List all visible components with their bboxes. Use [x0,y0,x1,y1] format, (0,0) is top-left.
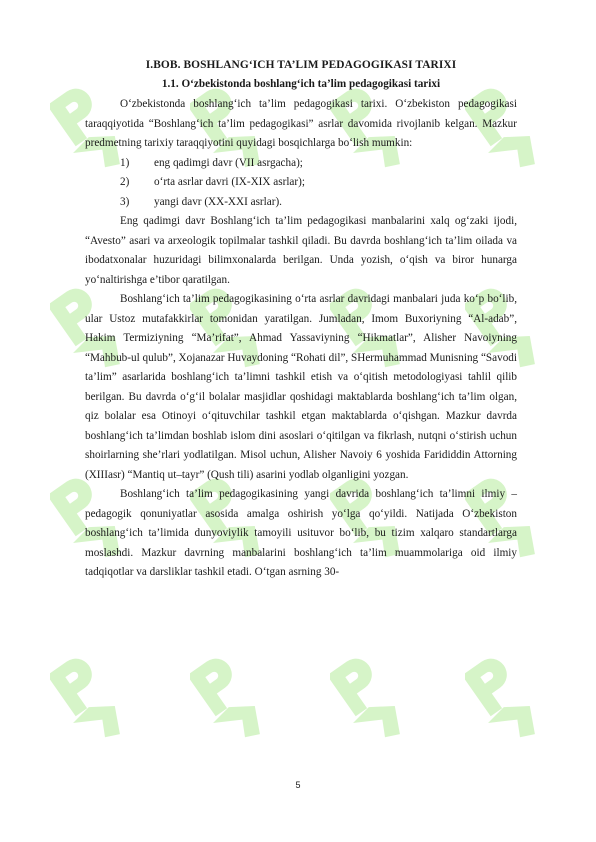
list-item [85,173,517,193]
list-item-text: yangi davr (XX-XXI asrlar). [154,195,282,208]
pdf-logo-watermark-icon [465,648,535,753]
list-item-text: eng qadimgi davr (VII asrgacha); [154,156,303,169]
list-item-number: 1) [120,156,130,169]
section-title: 1.1. O‘zbekistonda boshlang‘ich ta’lim pedagogikasi tarixi [161,78,441,90]
list-item-text: o‘rta asrlar davri (IX-XIX asrlar); [154,176,305,188]
page-number: 5 [295,780,301,790]
pdf-logo-watermark-icon [50,648,120,753]
page-content [85,56,517,583]
list-item [85,193,517,213]
paragraph-new-period: Boshlang‘ich ta’lim pedagogikasining yangi davrida boshlang‘ich ta’limni ilmiy – pedagogik qonuniyatlar asosida amalga oshirish yo‘lga qo‘yildi. Natijada O‘zbekiston boshlang‘ich ta’limida dunyoviylik tamoyili usituvor bo‘lib, bu tizim xalqaro standartlarga moslashdi. Mazkur davrning manbalarini boshlang‘ich ta’lim muammolariga oid ilmiy tadqiqotlar va darsliklar tashkil etadi. O‘tgan asrning 30- [85,488,517,578]
pdf-logo-watermark-icon [190,648,260,753]
list-item [85,154,517,174]
paragraph-ancient-period: Eng qadimgi davr Boshlang‘ich ta’lim pedagogikasi manbalarini xalq og‘zaki ijodi, “Avesto” asari va arxeologik topilmalar tashkil qiladi. Bu davrda boshlang‘ich ta’lim oilada va ibodatxonalar huzuridagi bilimxonalarda berilgan. Unda yozish, o‘qish va biror hunarga yo‘naltirishga e’tibor qaratilgan. [85,215,517,286]
list-item-number: 3) [120,195,130,208]
periods-list [85,154,517,213]
chapter-title: I.BOB. BOSHLANG‘ICH TA’LIM PEDAGOGIKASI TARIXI [145,59,457,71]
list-item-number: 2) [120,176,130,188]
intro-paragraph: O‘zbekistonda boshlang‘ich ta’lim pedagogikasi tarixi. O‘zbekiston pedagogikasi taraqqiyotida “Boshlang‘ich ta’lim pedagogikasi” asrlar davomida rivojlanib kelgan. Mazkur predmetning tarixiy taraqqiyotini quyidagi bosqichlarga bo‘lish mumkin: [85,98,517,149]
pdf-logo-watermark-icon [330,648,400,753]
paragraph-middle-ages: Boshlang‘ich ta’lim pedagogikasining o‘rta asrlar davridagi manbalari juda ko‘p bo‘lib, ular Ustoz mutafakkirlar tomonidan yaratilgan. Jumladan, Imom Buxoriyning “Al-adab”, Hakim Termiziyning “Ma’rifat”, Ahmad Yassaviyning “Hikmatlar”, Alisher Navoiyning “Mahbub-ul qulub”, Xojanazar Huvaydoning “Rohati dil”, SHermuhammad Munisning “Savodi ta’lim” asarlarida boshlang‘ich ta’limni tashkil etish va o‘qitish metodologiyasi tahlil qilib berilgan. Bu davrda o‘g‘il bolalar masjidlar qoshidagi maktablarda boshlang‘ich ta’lim olgan, qiz bolalar esa Otinoyi o‘qituvchilar tashkil etgan maktablarda o‘qishgan. Mazkur davrda boshlang‘ich ta’limdan boshlab islom dini asoslari o‘qitilgan va fikrlash, nutqni o‘stirish uchun shoirlarning she’rlari yodlatilgan. Misol uchun, Alisher Navoiy 6 yoshida Farididdin Attorning (XIIIasr) “Mantiq ut–tayr” (Qush tili) asarini yodlab olganligini yozgan. [85,293,517,481]
